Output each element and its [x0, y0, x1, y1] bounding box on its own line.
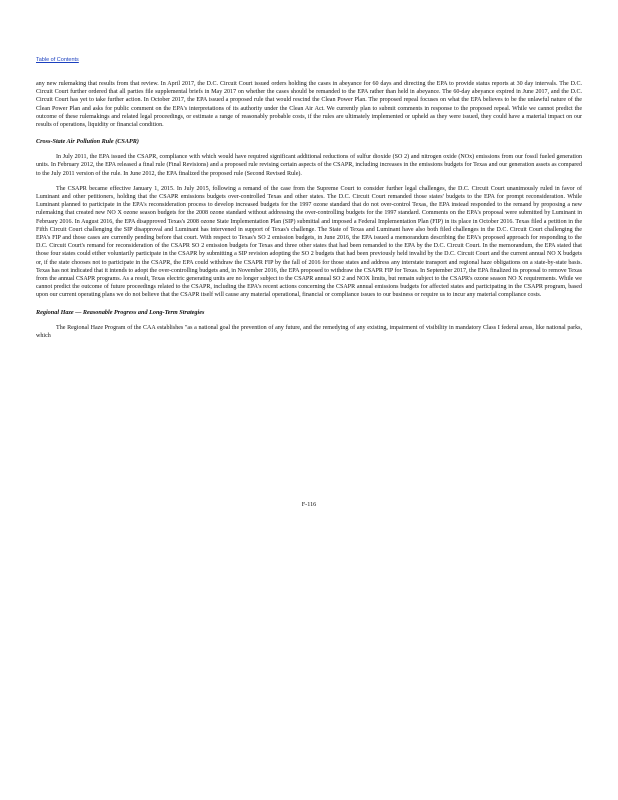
regional-haze-paragraph: The Regional Haze Program of the CAA establishes "as a national goal the prevention of any future, and the remedying of any existing, impairment of visibility in mandatory Class I federal areas, like national parks, which — [36, 324, 582, 339]
page-number: F-116 — [301, 501, 317, 508]
csapr-paragraph-2: The CSAPR became effective January 1, 2015. In July 2015, following a remand of the case from the Supreme Court to consider further legal challenges, the D.C. Circuit Court unanimously ruled in favor of Luminant and other petitioners, holding that the CSAPR emissions budgets over-controlled Texas and other states. The D.C. Circuit Court remanded those states' budgets to the EPA for prompt reconsideration. While Luminant planned to participate in the EPA's reconsideration process to develop increased budgets for the 1997 ozone standard that do not over-control Texas, the EPA instead responded to the remand by proposing a new rulemaking that created new NO X ozone season budgets for the 2008 ozone standard without addressing the over-controlling budgets for the 1997 standard. Comments on the EPA's proposal were submitted by Luminant in February 2016. In August 2016, the EPA disapproved Texas's 2008 ozone State Implementation Plan (SIP) submittal and imposed a Federal Implementation Plan (FIP) in its place in October 2016. Texas filed a petition in the Fifth Circuit Court challenging the SIP disapproval and Luminant has intervened in support of Texas's challenge. The State of Texas and Luminant have also both filed challenges in the D.C. Circuit Court challenging the EPA's FIP and those cases are currently pending before that court. With respect to Texas's SO 2 emission budgets, in June 2016, the EPA issued a memorandum describing the EPA's proposed approach for responding to the D.C. Circuit Court's remand for reconsideration of the CSAPR SO 2 emission budgets for Texas and three other states that had been remanded to the EPA by the D.C. Circuit Court. In the memorandum, the EPA stated that those four states could either voluntarily participate in the CSAPR by submitting a SIP revision adopting the SO 2 budgets that had been previously held invalid by the D.C. Circuit Court and the current annual NO X budgets or, if the state chooses not to participate in the CSAPR, the EPA could withdraw the CSAPR FIP by the fall of 2016 for those states and address any interstate transport and regional haze obligations on a state-by-state basis. Texas has not indicated that it intends to adopt the over-controlling budgets and, in November 2016, the EPA proposed to withdraw the CSAPR FIP for Texas. In September 2017, the EPA finalized its proposal to remove Texas from the annual CSAPR programs. As a result, Texas electric generating units are no longer subject to the CSAPR annual SO 2 and NOX limits, but remain subject to the CSAPR's ozone season NO X requirements. While we cannot predict the outcome of future proceedings related to the CSAPR, including the EPA's recent actions concerning the CSAPR annual emissions budgets for affected states and participating in the CSAPR program, based upon our current operating plans we do not believe that the CSAPR itself will cause any material operational, financial or compliance issues to our business or require us to incur any material compliance costs. — [36, 185, 582, 299]
intro-paragraph: any new rulemaking that results from that review. In April 2017, the D.C. Circuit Court issued orders holding the cases in abeyance for 60 days and directing the EPA to provide status reports at 30 day intervals. The D.C. Circuit Court further ordered that all parties file supplemental briefs in May 2017 on whether the cases should be remanded to the EPA rather than held in abeyance. The 60-day abeyance expired in June 2017, and the D.C. Circuit Court has yet to take further action. In October 2017, the EPA issued a proposed rule that would rescind the Clean Power Plan. The proposed repeal focuses on what the EPA believes to be the unlawful nature of the Clean Power Plan and asks for public comment on the EPA's interpretations of its authority under the Clean Air Act. We currently plan to submit comments in response to the proposed repeal. While we cannot predict the outcome of these rulemakings and related legal proceedings, or estimate a range of reasonably probable costs, if the rules are ultimately implemented or upheld as they were issued, they could have a material impact on our results of operations, liquidity or financial condition. — [36, 81, 582, 129]
table-of-contents-link[interactable]: Table of Contents — [36, 57, 79, 63]
csapr-paragraph-1: In July 2011, the EPA issued the CSAPR, compliance with which would have required significant additional reductions of sulfur dioxide (SO 2) and nitrogen oxide (NOx) emissions from our fossil fueled generation units. In February 2012, the EPA released a final rule (Final Revisions) and a proposed rule revising certain aspects of the CSAPR, including increases in the emissions budgets for Texas and our generation assets as compared to the July 2011 version of the rule. In June 2012, the EPA finalized the proposed rule (Second Revised Rule). — [36, 154, 582, 177]
document-page — [36, 48, 582, 340]
regional-haze-heading: Regional Haze — Reasonable Progress and Long-Term Strategies — [36, 308, 205, 316]
csapr-heading: Cross-State Air Pollution Rule (CSAPR) — [36, 138, 139, 146]
